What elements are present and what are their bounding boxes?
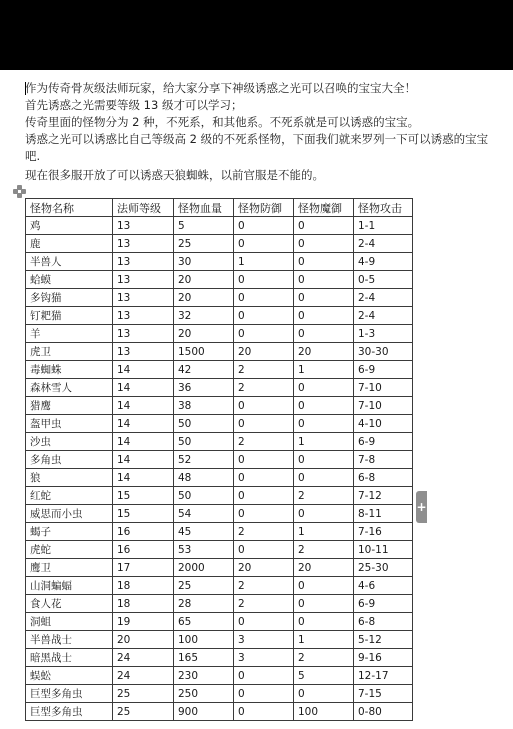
cell-hp: 52 (174, 451, 234, 469)
table-row (26, 595, 413, 613)
table-row (26, 433, 413, 451)
cell-hp: 25 (174, 235, 234, 253)
cell-hp: 900 (174, 703, 234, 721)
cell-name: 鹰卫 (26, 559, 113, 577)
cell-attack: 8-11 (354, 505, 413, 523)
cell-name: 红蛇 (26, 487, 113, 505)
cell-hp: 20 (174, 289, 234, 307)
cell-attack: 6-8 (354, 469, 413, 487)
cell-defense: 20 (234, 559, 294, 577)
cell-name: 巨型多角虫 (26, 685, 113, 703)
cell-level: 13 (113, 307, 174, 325)
cell-magic-defense: 0 (294, 595, 354, 613)
cell-defense: 2 (234, 361, 294, 379)
intro-line-1: 作为传奇骨灰级法师玩家，给大家分享下神级诱惑之光可以召唤的宝宝大全！ (25, 81, 416, 95)
intro-line-4: 诱惑之光可以诱惑比自己等级高 2 级的不死系怪物，下面我们就来罗列一下可以诱惑的宝宝 (25, 132, 489, 146)
cell-magic-defense: 0 (294, 235, 354, 253)
cell-defense: 0 (234, 397, 294, 415)
table-row (26, 613, 413, 631)
table-row (26, 667, 413, 685)
cell-magic-defense: 0 (294, 379, 354, 397)
cell-level: 14 (113, 379, 174, 397)
cell-defense: 0 (234, 289, 294, 307)
header-monster-hp: 怪物血量 (174, 199, 234, 217)
table-row (26, 541, 413, 559)
cell-attack: 1-3 (354, 325, 413, 343)
cell-level: 16 (113, 541, 174, 559)
cell-attack: 6-9 (354, 595, 413, 613)
cell-attack: 7-12 (354, 487, 413, 505)
cell-hp: 230 (174, 667, 234, 685)
table-row (26, 577, 413, 595)
cell-attack: 25-30 (354, 559, 413, 577)
cell-magic-defense: 20 (294, 343, 354, 361)
cell-hp: 45 (174, 523, 234, 541)
cell-hp: 50 (174, 415, 234, 433)
cell-name: 洞蛆 (26, 613, 113, 631)
cell-magic-defense: 0 (294, 469, 354, 487)
intro-line-6: 现在很多服开放了可以诱惑天狼蜘蛛，以前官服是不能的。 (25, 168, 324, 182)
table-row (26, 343, 413, 361)
cell-name: 半兽人 (26, 253, 113, 271)
cell-hp: 50 (174, 487, 234, 505)
cell-attack: 6-9 (354, 433, 413, 451)
cell-name: 半兽战士 (26, 631, 113, 649)
cell-attack: 12-17 (354, 667, 413, 685)
table-row (26, 271, 413, 289)
cell-name: 猎鹰 (26, 397, 113, 415)
cell-hp: 54 (174, 505, 234, 523)
cell-level: 14 (113, 415, 174, 433)
top-black-bar (0, 0, 513, 70)
cell-defense: 0 (234, 685, 294, 703)
cell-hp: 42 (174, 361, 234, 379)
cell-hp: 25 (174, 577, 234, 595)
cell-name: 食人花 (26, 595, 113, 613)
cell-defense: 0 (234, 271, 294, 289)
header-monster-magic-defense: 怪物魔御 (294, 199, 354, 217)
cell-name: 蜈蚣 (26, 667, 113, 685)
cell-hp: 65 (174, 613, 234, 631)
cell-defense: 1 (234, 253, 294, 271)
cell-magic-defense: 0 (294, 415, 354, 433)
cell-attack: 2-4 (354, 235, 413, 253)
cell-attack: 7-8 (354, 451, 413, 469)
cell-attack: 9-16 (354, 649, 413, 667)
cell-level: 13 (113, 253, 174, 271)
cell-hp: 28 (174, 595, 234, 613)
cell-magic-defense: 1 (294, 631, 354, 649)
cell-name: 山洞蝙蝠 (26, 577, 113, 595)
cell-level: 13 (113, 235, 174, 253)
table-row (26, 253, 413, 271)
cell-magic-defense: 1 (294, 361, 354, 379)
cell-defense: 3 (234, 649, 294, 667)
cell-defense: 0 (234, 505, 294, 523)
cell-magic-defense: 0 (294, 253, 354, 271)
cell-level: 18 (113, 577, 174, 595)
table-row (26, 307, 413, 325)
cell-attack: 7-10 (354, 379, 413, 397)
cell-defense: 2 (234, 523, 294, 541)
cell-name: 蝎子 (26, 523, 113, 541)
cell-level: 19 (113, 613, 174, 631)
table-row (26, 415, 413, 433)
table-row (26, 487, 413, 505)
cell-hp: 53 (174, 541, 234, 559)
cell-hp: 1500 (174, 343, 234, 361)
table-row (26, 505, 413, 523)
cell-attack: 5-12 (354, 631, 413, 649)
cell-attack: 6-8 (354, 613, 413, 631)
cell-hp: 38 (174, 397, 234, 415)
cell-hp: 2000 (174, 559, 234, 577)
table-row (26, 217, 413, 235)
cell-magic-defense: 0 (294, 577, 354, 595)
cell-attack: 0-80 (354, 703, 413, 721)
cell-name: 巨型多角虫 (26, 703, 113, 721)
cell-attack: 6-9 (354, 361, 413, 379)
side-expand-tab[interactable]: + (416, 491, 427, 523)
table-row (26, 523, 413, 541)
cell-defense: 0 (234, 667, 294, 685)
table-row (26, 703, 413, 721)
cell-defense: 0 (234, 487, 294, 505)
cell-magic-defense: 0 (294, 505, 354, 523)
cell-level: 25 (113, 685, 174, 703)
cell-level: 24 (113, 667, 174, 685)
cell-hp: 32 (174, 307, 234, 325)
cell-defense: 0 (234, 217, 294, 235)
header-mage-level: 法师等级 (113, 199, 174, 217)
cell-magic-defense: 0 (294, 325, 354, 343)
monster-table (25, 198, 413, 721)
cell-magic-defense: 100 (294, 703, 354, 721)
cell-magic-defense: 1 (294, 433, 354, 451)
cell-defense: 20 (234, 343, 294, 361)
cell-magic-defense: 0 (294, 451, 354, 469)
cell-magic-defense: 2 (294, 649, 354, 667)
cell-level: 15 (113, 505, 174, 523)
cell-name: 虎卫 (26, 343, 113, 361)
table-row (26, 559, 413, 577)
cell-magic-defense: 0 (294, 307, 354, 325)
cell-level: 14 (113, 397, 174, 415)
cell-magic-defense: 0 (294, 217, 354, 235)
cell-magic-defense: 0 (294, 397, 354, 415)
cell-level: 14 (113, 361, 174, 379)
cell-name: 多角虫 (26, 451, 113, 469)
cell-name: 钉耙猫 (26, 307, 113, 325)
table-move-handle-icon[interactable] (13, 185, 27, 199)
cell-defense: 0 (234, 415, 294, 433)
cell-attack: 4-6 (354, 577, 413, 595)
table-row (26, 469, 413, 487)
cell-defense: 2 (234, 595, 294, 613)
cell-magic-defense: 5 (294, 667, 354, 685)
cell-name: 盔甲虫 (26, 415, 113, 433)
cell-defense: 2 (234, 379, 294, 397)
cell-name: 蛤蟆 (26, 271, 113, 289)
table-row (26, 379, 413, 397)
table-row (26, 631, 413, 649)
cell-defense: 0 (234, 469, 294, 487)
cell-defense: 0 (234, 451, 294, 469)
cell-level: 13 (113, 325, 174, 343)
cell-attack: 7-15 (354, 685, 413, 703)
cell-name: 虎蛇 (26, 541, 113, 559)
table-row (26, 361, 413, 379)
cell-level: 13 (113, 289, 174, 307)
cell-name: 森林雪人 (26, 379, 113, 397)
cell-magic-defense: 20 (294, 559, 354, 577)
cell-attack: 4-10 (354, 415, 413, 433)
header-monster-name: 怪物名称 (26, 199, 113, 217)
cell-magic-defense: 1 (294, 523, 354, 541)
cell-attack: 2-4 (354, 307, 413, 325)
cell-hp: 48 (174, 469, 234, 487)
cell-attack: 4-9 (354, 253, 413, 271)
table-row (26, 397, 413, 415)
cell-hp: 100 (174, 631, 234, 649)
cell-name: 狼 (26, 469, 113, 487)
table-body (26, 217, 413, 721)
table-row (26, 325, 413, 343)
cell-name: 沙虫 (26, 433, 113, 451)
cell-level: 14 (113, 451, 174, 469)
cell-name: 暗黑战士 (26, 649, 113, 667)
cell-attack: 7-10 (354, 397, 413, 415)
cell-attack: 0-5 (354, 271, 413, 289)
cell-attack: 30-30 (354, 343, 413, 361)
cell-defense: 2 (234, 433, 294, 451)
cell-hp: 20 (174, 325, 234, 343)
cell-hp: 165 (174, 649, 234, 667)
cell-magic-defense: 0 (294, 271, 354, 289)
cell-level: 25 (113, 703, 174, 721)
table-row (26, 649, 413, 667)
cell-level: 18 (113, 595, 174, 613)
intro-line-5: 吧. (25, 149, 41, 163)
cell-level: 14 (113, 433, 174, 451)
table-row (26, 289, 413, 307)
cell-defense: 0 (234, 235, 294, 253)
cell-level: 17 (113, 559, 174, 577)
cell-defense: 3 (234, 631, 294, 649)
cell-name: 威思而小虫 (26, 505, 113, 523)
cell-level: 14 (113, 469, 174, 487)
cell-magic-defense: 0 (294, 289, 354, 307)
table-row (26, 235, 413, 253)
cell-magic-defense: 0 (294, 613, 354, 631)
cell-hp: 30 (174, 253, 234, 271)
cell-level: 13 (113, 217, 174, 235)
cell-magic-defense: 2 (294, 541, 354, 559)
cell-level: 13 (113, 343, 174, 361)
cell-level: 20 (113, 631, 174, 649)
table-row (26, 685, 413, 703)
cell-level: 13 (113, 271, 174, 289)
cell-name: 多钩猫 (26, 289, 113, 307)
cell-level: 15 (113, 487, 174, 505)
cell-level: 16 (113, 523, 174, 541)
cell-defense: 2 (234, 577, 294, 595)
cell-magic-defense: 0 (294, 685, 354, 703)
cell-name: 羊 (26, 325, 113, 343)
cell-magic-defense: 2 (294, 487, 354, 505)
cell-hp: 50 (174, 433, 234, 451)
cell-name: 鹿 (26, 235, 113, 253)
cell-hp: 36 (174, 379, 234, 397)
cell-name: 毒蜘蛛 (26, 361, 113, 379)
cell-attack: 1-1 (354, 217, 413, 235)
cell-attack: 10-11 (354, 541, 413, 559)
intro-line-3: 传奇里面的怪物分为 2 种，不死系，和其他系。不死系就是可以诱惑的宝宝。 (25, 115, 420, 129)
table-header-row (26, 199, 413, 217)
header-monster-defense: 怪物防御 (234, 199, 294, 217)
cell-defense: 0 (234, 307, 294, 325)
cell-attack: 2-4 (354, 289, 413, 307)
cell-defense: 0 (234, 703, 294, 721)
header-monster-attack: 怪物攻击 (354, 199, 413, 217)
table-row (26, 451, 413, 469)
cell-defense: 0 (234, 325, 294, 343)
cell-attack: 7-16 (354, 523, 413, 541)
intro-line-2: 首先诱惑之光需要等级 13 级才可以学习； (25, 98, 243, 112)
cell-hp: 250 (174, 685, 234, 703)
cell-hp: 5 (174, 217, 234, 235)
cell-hp: 20 (174, 271, 234, 289)
cell-level: 24 (113, 649, 174, 667)
cell-defense: 0 (234, 613, 294, 631)
cell-defense: 0 (234, 541, 294, 559)
cell-name: 鸡 (26, 217, 113, 235)
